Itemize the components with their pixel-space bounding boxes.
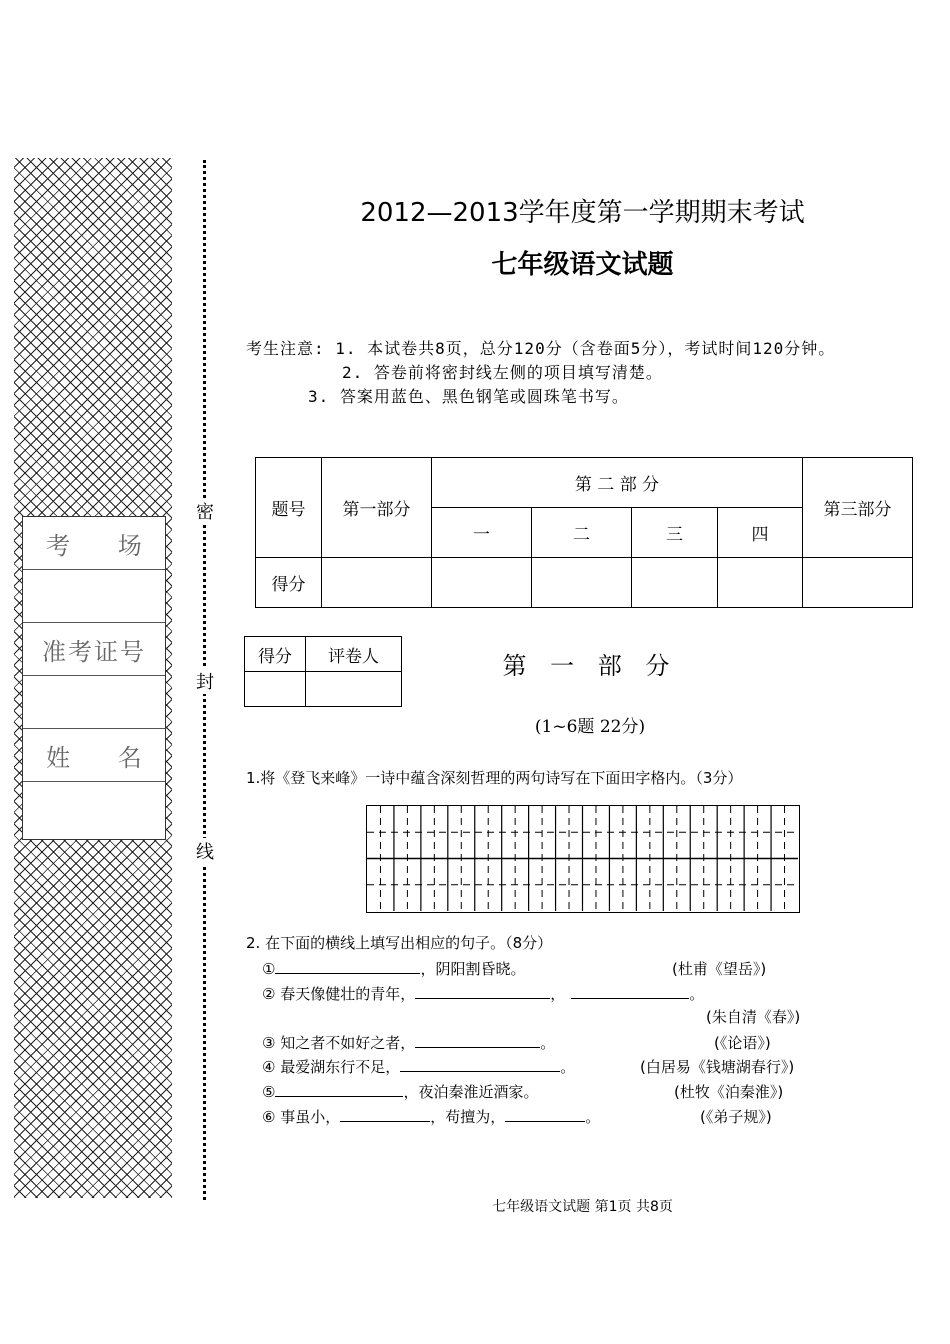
q2-item-6-blank-2[interactable] [505,1107,585,1122]
seal-char-mi: 密 [195,498,215,524]
score-cell-part3[interactable] [803,558,913,608]
score-table-label-col: 题号 [256,458,322,558]
section-range: (1~6题 22分) [534,717,646,737]
q2-item-1-blank[interactable] [275,959,420,974]
notice-line-1: 考生注意: 1. 本试卷共8页，总分120分（含卷面5分），考试时间120分钟。 [246,339,836,358]
q2-item-1 [262,958,525,979]
score-table-sub-3: 三 [632,508,718,558]
notice-line-3: 3. 答案用蓝色、黑色钢笔或圆珠笔书写。 [308,387,629,406]
q2-item-4-blank[interactable] [400,1057,560,1072]
grader-score-label: 得分 [245,637,306,672]
q2-item-5-source: (杜牧《泊秦淮》) [674,1083,784,1101]
candidate-info-box [22,516,166,840]
q2-item-2-post: 。 [689,985,705,1003]
admission-number-label: 准考证号 [23,623,165,676]
q2-item-2-mid: ， [550,985,566,1003]
score-table-sub-2: 二 [532,508,632,558]
score-cell-2[interactable] [532,558,632,608]
name-label: 姓 名 [23,729,165,782]
page-footer: 七年级语文试题 第1页 共8页 [492,1199,673,1215]
score-table-part2: 第 二 部 分 [432,458,803,508]
q2-item-3-mid: 。 [540,1034,556,1052]
q2-item-6-post: 。 [585,1108,601,1126]
character-grid[interactable] [366,805,800,913]
q2-item-6-blank-1[interactable] [340,1107,430,1122]
q2-item-6 [262,1106,600,1127]
score-table-sub-1: 一 [432,508,532,558]
q2-item-4-source: (白居易《钱塘湖春行》) [640,1058,795,1076]
score-table-part1: 第一部分 [322,458,432,558]
q2-item-5 [262,1081,538,1102]
grader-name-cell[interactable] [306,672,402,707]
question-1: 1.将《登飞来峰》一诗中蕴含深刻哲理的两句诗写在下面田字格内。（3分） [246,769,743,787]
q2-item-3-source: (《论语》) [714,1034,771,1052]
q2-item-3 [262,1032,555,1053]
seal-char-xian: 线 [195,838,215,864]
score-cell-part1[interactable] [322,558,432,608]
q2-item-3-pre: ③ 知之者不如好之者， [262,1034,416,1052]
q2-item-6-source: (《弟子规》) [700,1108,772,1126]
q2-item-5-mid: ，夜泊秦淮近酒家。 [403,1083,539,1101]
score-table-score-label: 得分 [256,558,322,608]
q2-item-1-mid: ，阴阳割昏晓。 [420,960,526,978]
admission-number-field[interactable] [23,676,165,729]
score-cell-4[interactable] [718,558,803,608]
grader-table [244,636,402,707]
q2-item-5-pre: ⑤ [262,1083,276,1101]
q2-item-5-blank[interactable] [275,1082,403,1097]
q2-item-4 [262,1056,575,1077]
section-title: 第 一 部 分 [502,652,678,680]
q2-item-2-blank-2[interactable] [571,984,689,999]
grader-name-label: 评卷人 [306,637,402,672]
score-cell-1[interactable] [432,558,532,608]
score-table-sub-4: 四 [718,508,803,558]
name-field[interactable] [23,782,165,834]
question-2: 2. 在下面的横线上填写出相应的句子。（8分） [246,934,553,952]
exam-subtitle: 七年级语文试题 [491,250,674,280]
exam-title: 2012—2013学年度第一学期期末考试 [360,198,805,228]
score-table-part3: 第三部分 [803,458,913,558]
q2-item-1-pre: ① [262,960,276,978]
notice-line-2: 2. 答卷前将密封线左侧的项目填写清楚。 [342,363,663,382]
exam-room-label: 考 场 [23,517,165,570]
q2-item-4-mid: 。 [560,1058,576,1076]
score-table [255,457,913,608]
q2-item-4-pre: ④ 最爱湖东行不足， [262,1058,401,1076]
grader-score-cell[interactable] [245,672,306,707]
q2-item-6-mid: ，苟擅为， [430,1108,506,1126]
q2-item-2-pre: ② 春天像健壮的青年， [262,985,416,1003]
seal-char-feng: 封 [195,668,215,694]
q2-item-6-pre: ⑥ 事虽小， [262,1108,341,1126]
q2-item-2-blank-1[interactable] [415,984,550,999]
score-cell-3[interactable] [632,558,718,608]
exam-room-field[interactable] [23,570,165,623]
grid-lines [367,806,798,911]
q2-item-2-source: (朱自清《春》) [706,1008,801,1026]
q2-item-2 [262,983,704,1004]
q2-item-3-blank[interactable] [415,1033,540,1048]
q2-item-1-source: (杜甫《望岳》) [672,960,767,978]
